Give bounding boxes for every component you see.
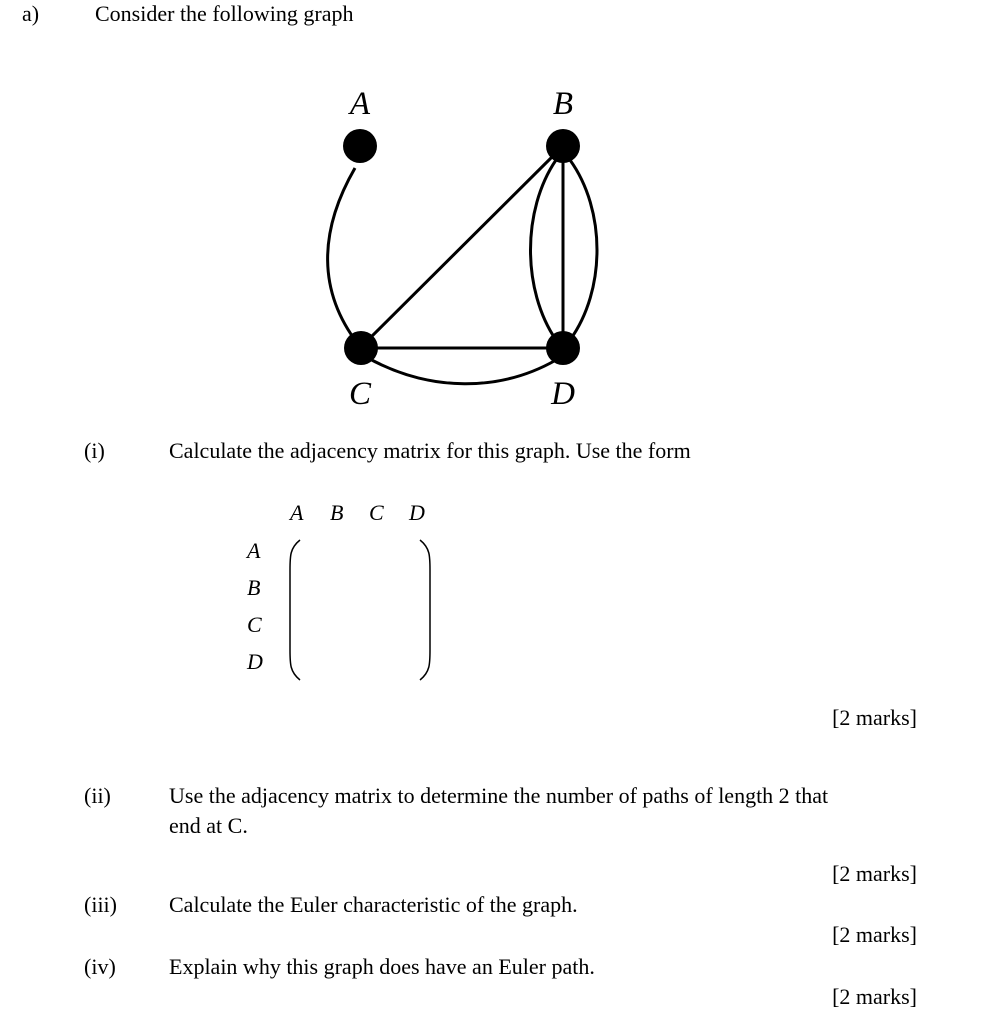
matrix-row-label: B [247, 575, 261, 600]
vertex-label-c: C [348, 376, 372, 412]
part-iii-number: (iii) [84, 892, 117, 917]
matrix-col-label: B [330, 500, 344, 525]
graph-figure [0, 0, 991, 440]
matrix-row-label: A [247, 538, 261, 563]
edge-b-d-left [531, 160, 557, 340]
vertex-label-a: A [349, 86, 371, 122]
part-iv-number: (iv) [84, 954, 116, 979]
question-label: a) [22, 1, 40, 26]
vertex-d [546, 331, 580, 365]
edge-a-c [328, 168, 358, 344]
matrix-col-label: D [409, 500, 425, 525]
part-ii-text-line2: end at C. [169, 813, 248, 838]
vertex-label-b: B [552, 86, 574, 122]
part-iv-marks: [2 marks] [832, 984, 917, 1009]
edge-b-d-right [570, 160, 597, 340]
vertex-c [344, 331, 378, 365]
edge-c-d-curve [368, 358, 556, 384]
matrix-row-label: C [247, 612, 262, 637]
question-intro: Consider the following graph [95, 1, 354, 26]
vertex-label-d: D [551, 376, 575, 412]
part-iii-text: Calculate the Euler characteristic of the graph. [169, 892, 578, 917]
right-paren [420, 540, 430, 680]
matrix-col-label: A [290, 500, 304, 525]
matrix-col-label: C [369, 500, 384, 525]
part-ii-text-line1: Use the adjacency matrix to determine the number of paths of length 2 that [169, 783, 829, 808]
matrix-row-label: D [247, 649, 263, 674]
part-i-text: Calculate the adjacency matrix for this graph. Use the form [169, 438, 691, 463]
part-i-number: (i) [84, 438, 105, 463]
left-paren [290, 540, 300, 680]
part-i-marks: [2 marks] [832, 705, 917, 730]
part-ii-number: (ii) [84, 783, 111, 808]
vertex-b [546, 129, 580, 163]
part-iv-text: Explain why this graph does have an Euler path. [169, 954, 595, 979]
vertex-a [343, 129, 377, 163]
part-iii-marks: [2 marks] [832, 922, 917, 947]
part-ii-marks: [2 marks] [832, 861, 917, 886]
